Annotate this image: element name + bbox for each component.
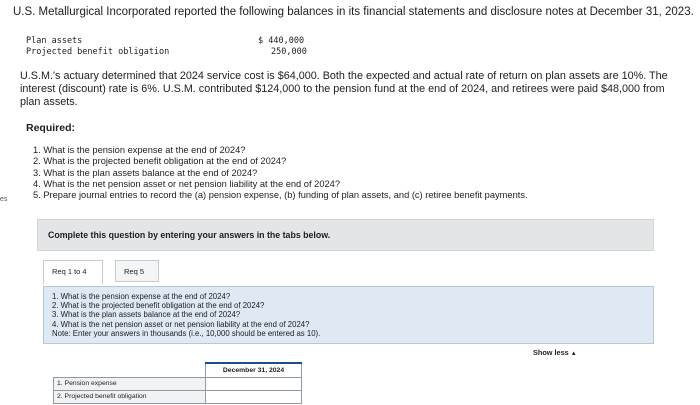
balance-value-pbo: 250,000 [271,47,307,57]
table-row [54,390,302,403]
side-margin-text: es [0,196,8,203]
table-row [54,377,302,390]
required-question: 1. What is the pension expense at the end of 2024? [33,145,246,155]
required-question: 3. What is the plan assets balance at the end of 2024? [33,167,258,178]
triangle-up-icon: ▲ [570,351,577,357]
tab-question-line: 2. What is the projected benefit obligation at the end of 2024? [52,301,265,311]
row-label-pbo: 2. Projected benefit obligation [54,390,206,403]
instruction-text: Complete this question by entering your answers in the tabs below. [48,230,331,240]
balance-value-plan-assets: $ 440,000 [258,36,305,46]
balance-label-pbo: Projected benefit obligation [26,47,170,57]
show-less-label: Show less [533,348,569,357]
tab-question-panel [43,286,654,344]
answer-table-corner [54,363,206,377]
tab-req-1-to-4[interactable]: Req 1 to 4 [43,260,103,284]
show-less-link[interactable] [533,348,577,357]
pension-expense-input[interactable] [209,378,298,389]
tab-question-line: 3. What is the plan assets balance at the end of 2024? [52,310,241,320]
instruction-panel [37,219,654,251]
answer-table [53,362,302,404]
tab-note-line: Note: Enter your answers in thousands (i.e., 10,000 should be entered as 10). [52,328,321,338]
answer-column-header: December 31, 2024 [206,363,302,377]
tab-question-line: 1. What is the pension expense at the end of 2024? [52,292,231,301]
required-heading: Required: [26,122,76,134]
row-label-pension-expense: 1. Pension expense [54,377,206,390]
tab-question-list [52,292,320,338]
problem-paragraph: U.S.M.'s actuary determined that 2024 service cost is $64,000. Both the expected and actual rate of return on plan assets are 10%. The interest (discount) rate is 6%. U.S.M. contributed $124,000 to the pension fund at the end of 2024, and retirees were paid $48,000 from plan assets. [20,70,668,108]
required-question: 4. What is the net pension asset or net pension liability at the end of 2024? [33,178,340,189]
tab-question-line: 4. What is the net pension asset or net pension liability at the end of 2024? [52,319,310,329]
answer-cell-pbo[interactable] [206,390,302,403]
tab-req-5[interactable]: Req 5 [115,260,159,282]
balance-label-plan-assets: Plan assets [26,36,83,46]
answer-cell-pension-expense[interactable] [206,377,302,390]
required-question: 2. What is the projected benefit obligation at the end of 2024? [33,156,287,167]
required-question-list [33,145,528,201]
pbo-input[interactable] [209,391,298,402]
required-question: 5. Prepare journal entries to record the (a) pension expense, (b) funding of plan assets, and (c) retiree benefit payments. [33,190,528,201]
problem-intro: U.S. Metallurgical Incorporated reported the following balances in its financial statements and disclosure notes at December 31, 2023. [13,6,694,18]
